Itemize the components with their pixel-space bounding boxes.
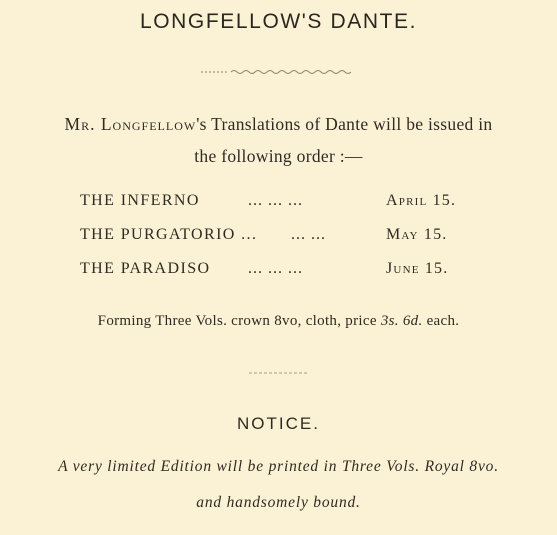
page-title: LONGFELLOW'S DANTE. <box>139 10 418 33</box>
publication-order-list <box>80 188 480 290</box>
price: 3s. 6d. <box>380 313 423 329</box>
decorative-rule <box>0 68 557 78</box>
notice-heading: NOTICE. <box>237 414 320 433</box>
order-row-paradiso <box>80 256 480 290</box>
leader-dots: ... ... ... <box>248 260 303 277</box>
book-title: THE PARADISO <box>80 260 211 277</box>
release-date: May 15. <box>386 226 448 243</box>
author-name: Mr. Longfellow <box>64 114 197 134</box>
order-row-inferno <box>80 188 480 222</box>
format-text: Forming Three Vols. crown 8vo, cloth, price <box>97 313 381 329</box>
release-date: April 15. <box>386 192 457 209</box>
format-text-end: each. <box>422 313 460 329</box>
leader-dots: ... ... <box>291 226 326 243</box>
small-rule <box>0 370 557 380</box>
intro-line-1 <box>0 108 557 140</box>
notice-line-2: and handsomely bound. <box>196 494 361 511</box>
order-row-purgatorio <box>80 222 480 256</box>
notice-line-1: A very limited Edition will be printed in Three Vols. Royal 8vo. <box>58 458 499 475</box>
intro-line-2: the following order :— <box>194 146 363 166</box>
book-title: THE PURGATORIO ... <box>80 226 258 243</box>
release-date: June 15. <box>386 260 449 277</box>
book-title: THE INFERNO <box>80 192 200 209</box>
intro-line-1-text: 's Translations of Dante will be issued in <box>196 114 493 134</box>
format-and-price <box>0 313 557 330</box>
leader-dots: ... ... ... <box>248 192 303 209</box>
